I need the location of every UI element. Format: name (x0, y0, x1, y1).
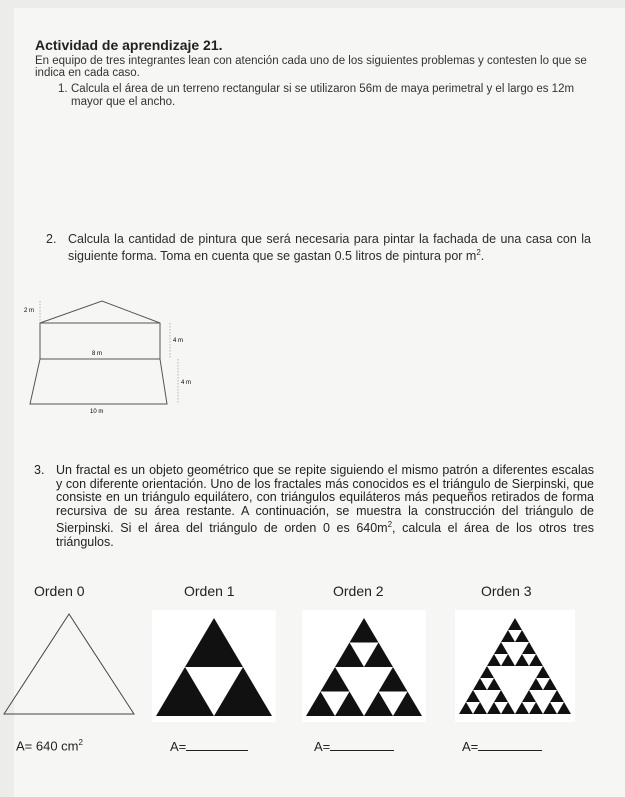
sierpinski-filled-triangle (364, 643, 393, 668)
sierpinski-filled-triangle (557, 702, 571, 714)
order-3-answer (462, 738, 542, 754)
problem-1-text: Calcula el área de un terreno rectangular si se utilizaron 56m de maya perimetral y el largo es 12m mayor que el ancho. (71, 83, 575, 108)
sierpinski-filled-triangle (522, 690, 536, 702)
order-1-label: Orden 1 (184, 583, 235, 599)
base-trapezoid (30, 359, 167, 404)
sierpinski-filled-triangle (508, 618, 522, 630)
house-facade-diagram (18, 296, 218, 421)
sierpinski-filled-triangle (501, 630, 515, 642)
sierpinski-order-3 (455, 610, 575, 722)
sierpinski-filled-triangle (379, 667, 408, 692)
order-2-answer (314, 738, 394, 754)
sierpinski-filled-triangle (487, 654, 501, 666)
wall-height-label: 4 m (173, 338, 184, 344)
problem-2-text: Calcula la cantidad de pintura que será necesaria para pintar la fachada de una casa con la siguiente forma. Toma en cuenta que se gastan 0.5 litros de pintura por m (68, 232, 591, 264)
activity-title: Actividad de aprendizaje 21. (35, 37, 223, 53)
order-1-answer-prefix: A= (170, 739, 187, 754)
order-0-label: Orden 0 (34, 583, 85, 599)
sierpinski-filled-triangle (156, 667, 214, 716)
sierpinski-filled-triangle (473, 678, 487, 690)
problem-2-period: . (480, 249, 485, 264)
sierpinski-filled-triangle (321, 667, 350, 692)
roof-height-label: 2 m (24, 308, 35, 314)
sierpinski-filled-triangle (306, 692, 335, 717)
order-2-panel (302, 610, 426, 722)
problem-2-exponent: 2 (476, 248, 481, 257)
sierpinski-filled-triangle (487, 678, 501, 690)
order-1-answer (170, 738, 248, 754)
problem-2-text-block (68, 232, 591, 263)
sierpinski-order-0 (0, 608, 140, 718)
sierpinski-filled-triangle (214, 667, 272, 716)
problem-3-text-block (56, 464, 594, 550)
sierpinski-filled-triangle (536, 666, 550, 678)
sierpinski-filled-triangle (522, 642, 536, 654)
activity-instructions: En equipo de tres integrantes lean con atención cada uno de los siguientes problemas y contesten lo que se indica en cada caso. (35, 55, 587, 79)
order-0-answer-exponent: 2 (78, 738, 83, 747)
problem-3-exponent: 2 (387, 520, 393, 530)
order-3-label: Orden 3 (481, 583, 532, 599)
order-0-answer (16, 738, 83, 753)
problem-3-text-end: , calcula el área de los otros tres triángulos. (56, 521, 594, 550)
sierpinski-filled-triangle (487, 702, 501, 714)
order-0-triangle (4, 614, 134, 714)
problem-3-number: 3. (34, 463, 45, 477)
sierpinski-filled-triangle (494, 642, 508, 654)
order-3-answer-blank[interactable] (478, 738, 542, 751)
problem-2-number: 2. (46, 232, 57, 246)
sierpinski-filled-triangle (185, 618, 243, 667)
sierpinski-filled-triangle (529, 702, 543, 714)
sierpinski-filled-triangle (501, 654, 515, 666)
sierpinski-filled-triangle (466, 690, 480, 702)
roof-triangle (40, 301, 160, 323)
sierpinski-filled-triangle (529, 678, 543, 690)
sierpinski-filled-triangle (494, 690, 508, 702)
sierpinski-filled-triangle (480, 666, 494, 678)
sierpinski-filled-triangle (515, 702, 529, 714)
sierpinski-order-2 (302, 610, 426, 722)
order-0-answer-value: A= 640 cm (16, 738, 79, 754)
sierpinski-filled-triangle (515, 630, 529, 642)
sierpinski-filled-triangle (350, 618, 379, 643)
order-3-panel (455, 610, 575, 722)
order-2-answer-prefix: A= (314, 739, 331, 754)
order-3-answer-prefix: A= (462, 739, 479, 754)
order-1-answer-blank[interactable] (186, 738, 248, 751)
order-2-answer-blank[interactable] (330, 738, 394, 751)
sierpinski-filled-triangle (501, 702, 515, 714)
sierpinski-filled-triangle (393, 692, 422, 717)
problem-1-number: 1. (58, 83, 68, 95)
sierpinski-filled-triangle (364, 692, 393, 717)
sierpinski-filled-triangle (473, 702, 487, 714)
order-1-panel (152, 610, 276, 722)
sierpinski-filled-triangle (335, 643, 364, 668)
sierpinski-filled-triangle (543, 678, 557, 690)
sierpinski-filled-triangle (515, 654, 529, 666)
sierpinski-filled-triangle (529, 654, 543, 666)
sierpinski-filled-triangle (550, 690, 564, 702)
sierpinski-filled-triangle (335, 692, 364, 717)
wall-width-label: 8 m (92, 351, 103, 357)
sierpinski-filled-triangle (543, 702, 557, 714)
problem-3-text: Un fractal es un objeto geométrico que se repite siguiendo el mismo patrón a diferentes escalas y con diferente orientación. Uno de los fractales más conocidos es el triángulo de Sierpinski, que consiste en un triángulo equilátero, con triángulos equiláteros más pequeños retirados de forma recursiva de su área restante. A continuación, se muestra la construcción del triángulo de Sierpinski. Si el área del triángulo de orden 0 es 640m (56, 463, 594, 536)
base-width-label: 10 m (90, 409, 104, 415)
base-height-label: 4 m (181, 380, 192, 386)
sierpinski-filled-triangle (459, 702, 473, 714)
order-2-label: Orden 2 (333, 583, 384, 599)
sierpinski-order-1 (152, 610, 276, 722)
